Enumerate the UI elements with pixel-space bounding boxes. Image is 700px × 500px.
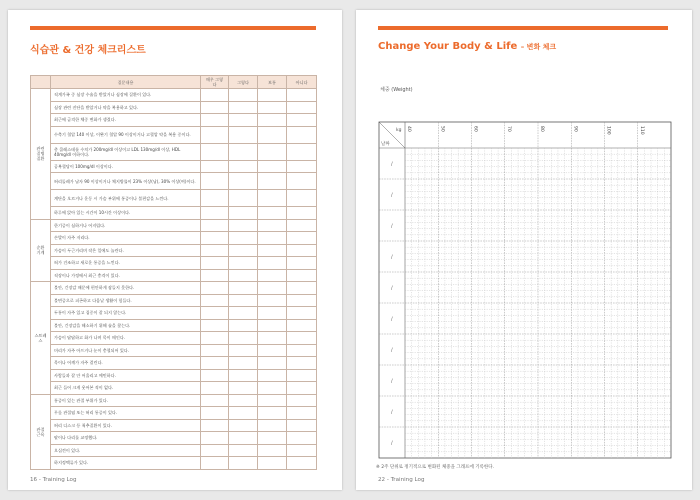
answer-cell[interactable] [258,114,287,127]
header-c2: 그렇다 [229,76,258,89]
weight-tick-label: 110 [638,126,644,135]
answer-cell[interactable] [287,173,317,190]
answer-cell[interactable] [201,173,229,190]
question-text: 최근에 급격한 체중 변화가 생겼다. [51,114,201,127]
question-text: 불안, 긴장감을 해소하기 위해 술을 찾는다. [51,319,201,332]
answer-cell[interactable] [258,394,287,407]
answer-cell[interactable] [287,457,317,470]
corner-date-label: 날짜 [381,142,390,147]
date-slot[interactable]: / [391,192,393,199]
question-text: 총 콜레스테롤 수치가 200mg/dl 이상이고 LDL 130mg/dl 이상, HDL 40mg/dl 이하이다. [51,143,201,160]
answer-cell[interactable] [229,126,258,143]
date-slot[interactable]: / [391,409,393,416]
answer-cell[interactable] [287,432,317,445]
question-text: 수축기 혈압 140 이상, 이완기 혈압 90 이상이거나 고혈압 약을 복용 중이다. [51,126,201,143]
answer-cell[interactable] [229,307,258,320]
answer-cell[interactable] [287,126,317,143]
answer-cell[interactable] [229,190,258,207]
answer-cell[interactable] [287,114,317,127]
answer-cell[interactable] [258,244,287,257]
answer-cell[interactable] [201,126,229,143]
answer-cell[interactable] [229,357,258,370]
date-slot[interactable]: / [391,161,393,168]
question-text: 최근 들어 크게 웃어본 적이 없다. [51,382,201,395]
answer-cell[interactable] [201,160,229,173]
weight-label: 체중 (Weight) [380,87,413,93]
answer-cell[interactable] [287,282,317,295]
answer-cell[interactable] [229,407,258,420]
question-text: 하루에 앉아 있는 시간이 10시간 이상이다. [51,207,201,220]
answer-cell[interactable] [229,173,258,190]
table-row [31,319,317,332]
weight-tick-label: 40 [406,126,411,132]
accent-bar [378,26,668,30]
answer-cell[interactable] [201,344,229,357]
answer-cell[interactable] [201,457,229,470]
answer-cell[interactable] [287,419,317,432]
question-text: 무릎 관절염 또는 허리 통증이 있다. [51,407,201,420]
answer-cell[interactable] [229,269,258,282]
answer-cell[interactable] [287,207,317,220]
answer-cell[interactable] [201,143,229,160]
answer-cell[interactable] [287,357,317,370]
answer-cell[interactable] [201,282,229,295]
answer-cell[interactable] [287,382,317,395]
answer-cell[interactable] [229,344,258,357]
answer-cell[interactable] [201,357,229,370]
question-text: 공복혈당이 100mg/dl 이상이다. [51,160,201,173]
table-row [31,294,317,307]
answer-cell[interactable] [229,382,258,395]
question-text: 불면증으로 피곤하고 다음날 생활이 힘들다. [51,294,201,307]
answer-cell[interactable] [229,89,258,102]
answer-cell[interactable] [201,232,229,245]
table-row [31,219,317,232]
category-label: 관련 질병 질환 [31,89,51,220]
answer-cell[interactable] [258,294,287,307]
answer-cell[interactable] [287,219,317,232]
table-row [31,89,317,102]
answer-cell[interactable] [229,160,258,173]
table-row [31,101,317,114]
question-text: 허리 디스크 등 척추질환이 있다. [51,419,201,432]
answer-cell[interactable] [201,190,229,207]
answer-cell[interactable] [229,244,258,257]
answer-cell[interactable] [258,232,287,245]
weight-chart-grid [373,118,678,463]
answer-cell[interactable] [287,190,317,207]
answer-cell[interactable] [201,332,229,345]
table-row [31,173,317,190]
answer-cell[interactable] [258,357,287,370]
answer-cell[interactable] [201,407,229,420]
answer-cell[interactable] [201,101,229,114]
table-row [31,126,317,143]
question-text: 사람들과 잘 안 어울리고 예민하다. [51,369,201,382]
page-footer: 22 - Training Log [378,477,425,483]
answer-cell[interactable] [229,143,258,160]
answer-cell[interactable] [258,190,287,207]
header-item: 질문내용 [51,76,201,89]
answer-cell[interactable] [229,257,258,270]
answer-cell[interactable] [229,282,258,295]
answer-cell[interactable] [201,207,229,220]
question-text: 직장이나 가정에서 최근 충격이 있다. [51,269,201,282]
date-slot[interactable]: / [391,440,393,447]
answer-cell[interactable] [229,294,258,307]
answer-cell[interactable] [287,89,317,102]
table-row [31,444,317,457]
question-text: 하지정맥류가 있다. [51,457,201,470]
table-row [31,244,317,257]
table-row [31,282,317,295]
date-slot[interactable]: / [391,223,393,230]
answer-cell[interactable] [258,319,287,332]
question-text: 직계가족 중 심장 수술을 받았거나 심장에 질환이 있다. [51,89,201,102]
table-row [31,419,317,432]
answer-cell[interactable] [229,394,258,407]
date-slot[interactable]: / [391,347,393,354]
answer-cell[interactable] [258,89,287,102]
date-slot[interactable]: / [391,378,393,385]
table-row [31,190,317,207]
answer-cell[interactable] [229,369,258,382]
answer-cell[interactable] [258,269,287,282]
question-text: 불안, 긴장감 때문에 편안하게 잠들지 못한다. [51,282,201,295]
table-row [31,307,317,320]
answer-cell[interactable] [201,294,229,307]
answer-cell[interactable] [201,257,229,270]
answer-cell[interactable] [201,219,229,232]
date-slot[interactable]: / [391,254,393,261]
page-footer: 16 - Training Log [30,477,77,483]
table-row [31,232,317,245]
answer-cell[interactable] [258,101,287,114]
answer-cell[interactable] [287,369,317,382]
question-text: 한기증이 심하거나 어지럽다. [51,219,201,232]
table-row [31,382,317,395]
weight-tick-label: 60 [472,126,478,132]
answer-cell[interactable] [258,257,287,270]
answer-cell[interactable] [287,394,317,407]
question-text: 팔이나 다리를 교정했다. [51,432,201,445]
answer-cell[interactable] [258,419,287,432]
answer-cell[interactable] [201,394,229,407]
weight-tick-label: 80 [539,126,544,132]
title-sub: – 변화 체크 [520,43,557,51]
weight-tick-label: 50 [439,126,445,132]
answer-cell[interactable] [287,269,317,282]
answer-cell[interactable] [287,244,317,257]
answer-cell[interactable] [258,143,287,160]
answer-cell[interactable] [287,319,317,332]
answer-cell[interactable] [258,219,287,232]
question-text: 허리둘레가 남자 90 이상이거나 체지방률이 23% 이상(남), 30% 이상(여)이다. [51,173,201,190]
date-slot[interactable]: / [391,316,393,323]
page-title [378,41,556,52]
question-text: 가슴이 두근거리며 작은 일에도 놀란다. [51,244,201,257]
answer-cell[interactable] [258,173,287,190]
title-main: Change Your Body & Life [378,41,518,52]
answer-cell[interactable] [287,294,317,307]
question-text: 계단을 오르거나 운동 시 가슴 부위에 통증이나 불편감을 느낀다. [51,190,201,207]
question-text: 머리가 자주 아프거나 눈이 충혈되어 있다. [51,344,201,357]
question-text: 두통이 자주 있고 집중이 잘 되지 않는다. [51,307,201,320]
table-row [31,394,317,407]
answer-cell[interactable] [287,332,317,345]
answer-cell[interactable] [258,207,287,220]
category-label: 스트레스 [31,282,51,395]
left-page [8,10,342,490]
answer-cell[interactable] [258,126,287,143]
answer-cell[interactable] [201,419,229,432]
answer-cell[interactable] [287,407,317,420]
answer-cell[interactable] [201,382,229,395]
answer-cell[interactable] [258,457,287,470]
answer-cell[interactable] [201,432,229,445]
answer-cell[interactable] [287,232,317,245]
table-row [31,269,317,282]
category-label: 관절 근육 [31,394,51,469]
table-row [31,143,317,160]
answer-cell[interactable] [201,269,229,282]
answer-cell[interactable] [287,101,317,114]
answer-cell[interactable] [229,319,258,332]
date-slot[interactable]: / [391,285,393,292]
answer-cell[interactable] [229,444,258,457]
header-c4: 아니다 [287,76,317,89]
answer-cell[interactable] [229,207,258,220]
answer-cell[interactable] [258,282,287,295]
answer-cell[interactable] [258,382,287,395]
answer-cell[interactable] [287,344,317,357]
health-checklist-table [30,75,317,470]
answer-cell[interactable] [229,457,258,470]
table-row [31,457,317,470]
table-row [31,432,317,445]
answer-cell[interactable] [201,444,229,457]
answer-cell[interactable] [229,332,258,345]
answer-cell[interactable] [201,114,229,127]
table-row [31,257,317,270]
question-text: 오십견이 있다. [51,444,201,457]
answer-cell[interactable] [287,444,317,457]
question-text: 목이나 어깨가 자주 결린다. [51,357,201,370]
header-c1: 매우 그렇다 [201,76,229,89]
answer-cell[interactable] [287,257,317,270]
header-c3: 보통 [258,76,287,89]
answer-cell[interactable] [201,369,229,382]
answer-cell[interactable] [229,219,258,232]
weight-tick-label: 100 [605,126,611,135]
accent-bar [30,26,316,30]
question-text: 혀가 건조하고 새로운 통증을 느낀다. [51,257,201,270]
answer-cell[interactable] [287,307,317,320]
category-label: 순환 기계 [31,219,51,282]
page-title: 식습관 & 건강 체크리스트 [30,45,146,56]
answer-cell[interactable] [229,432,258,445]
table-row [31,207,317,220]
grid-border [379,122,671,458]
table-row [31,407,317,420]
answer-cell[interactable] [201,89,229,102]
weight-tick-label: 70 [505,126,511,132]
right-page [356,10,692,490]
question-text: 손발이 자주 저리다. [51,232,201,245]
answer-cell[interactable] [229,232,258,245]
answer-cell[interactable] [229,114,258,127]
table-row [31,369,317,382]
question-text: 심장 관련 진단을 받았거나 약을 복용하고 있다. [51,101,201,114]
answer-cell[interactable] [201,307,229,320]
answer-cell[interactable] [229,419,258,432]
answer-cell[interactable] [287,143,317,160]
answer-cell[interactable] [258,160,287,173]
answer-cell[interactable] [258,344,287,357]
answer-cell[interactable] [287,160,317,173]
weight-tick-label: 90 [572,126,578,132]
answer-cell[interactable] [258,432,287,445]
answer-cell[interactable] [201,319,229,332]
table-row [31,114,317,127]
table-row [31,344,317,357]
answer-cell[interactable] [201,244,229,257]
table-row [31,332,317,345]
table-row [31,160,317,173]
table-row [31,357,317,370]
answer-cell[interactable] [258,307,287,320]
chart-note: ※ 2주 단위로 정기적으로 변화된 체중을 그래프에 기록한다. [376,465,495,470]
answer-cell[interactable] [229,101,258,114]
answer-cell[interactable] [258,332,287,345]
question-text: 통증이 있는 관절 부위가 있다. [51,394,201,407]
answer-cell[interactable] [258,407,287,420]
answer-cell[interactable] [258,444,287,457]
corner-unit-label: kg [396,128,402,133]
question-text: 가슴이 답답하고 화가 나며 목이 메인다. [51,332,201,345]
answer-cell[interactable] [258,369,287,382]
